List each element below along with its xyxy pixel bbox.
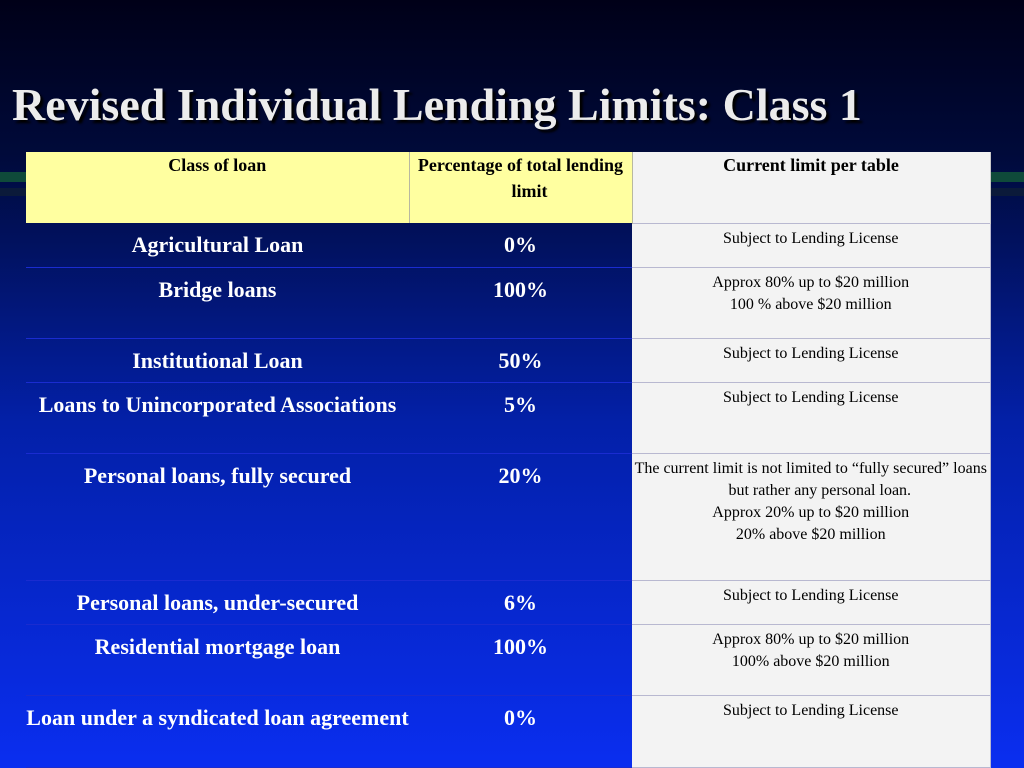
- decorative-stripe-green-left: [0, 172, 26, 182]
- slide-title: Revised Individual Lending Limits: Class 1: [12, 79, 862, 130]
- limit-line: Subject to Lending License: [722, 388, 899, 406]
- limit-line: Subject to Lending License: [722, 586, 899, 604]
- limit-cell: [632, 624, 990, 695]
- table-row: [26, 267, 990, 338]
- header-class-of-loan: Class of loan: [26, 152, 409, 223]
- header-percentage-text: Percentage of total lending limit: [417, 155, 624, 201]
- limit-line: Subject to Lending License: [722, 701, 899, 719]
- table-row: [26, 382, 990, 453]
- table-header-row: [26, 152, 990, 223]
- limit-line: 20% above $20 million: [735, 525, 886, 543]
- table-row: [26, 223, 990, 267]
- table-body: [26, 223, 990, 767]
- loan-class-cell: Loans to Unincorporated Associations: [38, 391, 397, 417]
- loan-class-cell: Bridge loans: [158, 276, 277, 302]
- loan-class-cell: Institutional Loan: [132, 347, 303, 373]
- table-row: [26, 624, 990, 695]
- limit-line: Subject to Lending License: [722, 229, 899, 247]
- limit-cell: [632, 382, 990, 453]
- limit-cell: [632, 338, 990, 382]
- limit-line: Approx 80% up to $20 million: [712, 630, 910, 648]
- percent-cell: 50%: [498, 347, 543, 373]
- loan-class-cell: Personal loans, under-secured: [76, 589, 359, 615]
- table-row: [26, 338, 990, 382]
- percent-cell: 6%: [504, 589, 537, 615]
- percent-cell: 5%: [504, 391, 537, 417]
- loan-class-cell: Residential mortgage loan: [94, 633, 341, 659]
- loan-class-cell: Agricultural Loan: [131, 232, 304, 257]
- limit-line: Approx 80% up to $20 million: [712, 273, 910, 291]
- loan-class-cell: Loan under a syndicated loan agreement: [26, 704, 409, 730]
- limit-cell: [632, 267, 990, 338]
- limit-line: Approx 20% up to $20 million: [712, 503, 910, 521]
- percent-cell: 20%: [498, 462, 543, 488]
- table-row: [26, 580, 990, 624]
- percent-cell: 100%: [493, 633, 548, 659]
- limit-line: 100 % above $20 million: [729, 295, 892, 313]
- percent-cell: 0%: [504, 704, 537, 730]
- decorative-stripe-green-right: [990, 172, 1024, 182]
- limit-line: The current limit is not limited to “fully secured” loans but rather any personal loan.: [634, 459, 987, 499]
- percent-cell: 100%: [493, 276, 548, 302]
- header-percentage: [409, 152, 632, 223]
- percent-cell: 0%: [504, 232, 537, 257]
- loan-class-cell: Personal loans, fully secured: [83, 462, 352, 488]
- table-row: [26, 695, 990, 767]
- limit-cell: [632, 695, 990, 767]
- table-row: [26, 453, 990, 580]
- limit-cell: [632, 223, 990, 267]
- limit-cell: [632, 580, 990, 624]
- limit-line: 100% above $20 million: [731, 652, 890, 670]
- lending-limits-table: [26, 152, 991, 768]
- limit-line: Subject to Lending License: [722, 344, 899, 362]
- limit-cell: [632, 453, 990, 580]
- header-current-limit: Current limit per table: [632, 152, 990, 223]
